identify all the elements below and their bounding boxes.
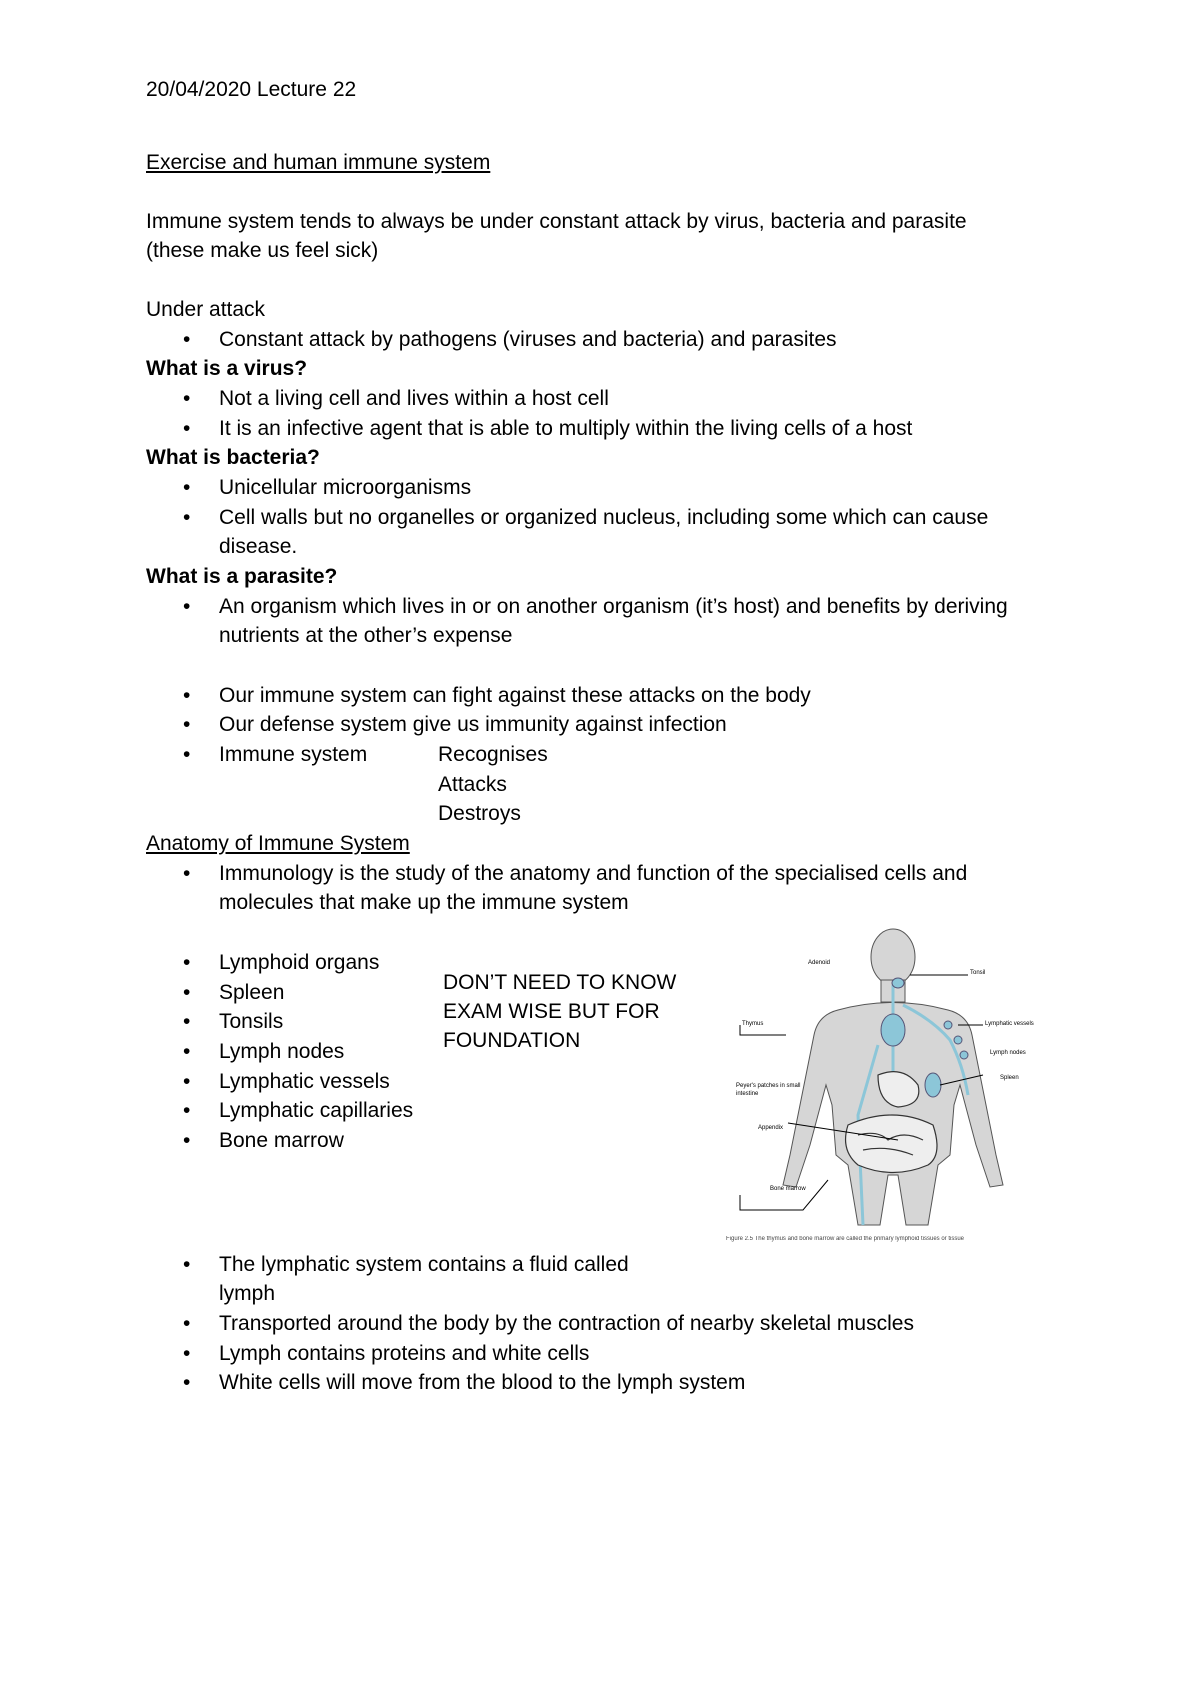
bullet: • bbox=[183, 862, 191, 885]
organ-item: Lymphoid organs bbox=[219, 951, 380, 974]
exam-note-line: DON’T NEED TO KNOW bbox=[443, 971, 677, 994]
bullet: • bbox=[183, 1371, 191, 1394]
document-title: Exercise and human immune system bbox=[146, 151, 491, 174]
figure-label-lymphatic-vessels: Lymphatic vessels bbox=[985, 1021, 1034, 1027]
figure-label-tonsil: Tonsil bbox=[970, 970, 986, 976]
exam-note bbox=[443, 968, 676, 1055]
under-attack-heading: Under attack bbox=[146, 298, 266, 321]
bacteria-heading: What is bacteria? bbox=[146, 446, 320, 469]
bullet: • bbox=[183, 1129, 191, 1152]
bullet-text: Our immune system can fight against these attacks on the body bbox=[219, 684, 811, 707]
date-line: 20/04/2020 Lecture 22 bbox=[146, 78, 357, 101]
organ-item: Spleen bbox=[219, 981, 285, 1004]
bullet: • bbox=[183, 1010, 191, 1033]
figure-label-appendix: Appendix bbox=[758, 1125, 784, 1131]
bullet: • bbox=[183, 1099, 191, 1122]
bullet-text: Unicellular microorganisms bbox=[219, 476, 472, 499]
bullet-text: Constant attack by pathogens (viruses and bacteria) and parasites bbox=[219, 328, 837, 351]
bullet: • bbox=[183, 1253, 191, 1276]
bullet-text: White cells will move from the blood to the lymph system bbox=[219, 1371, 746, 1394]
intro-line-2: (these make us feel sick) bbox=[146, 239, 379, 262]
exam-note-line: EXAM WISE BUT FOR bbox=[443, 1000, 660, 1023]
bullet: • bbox=[183, 387, 191, 410]
anatomy-heading: Anatomy of Immune System bbox=[146, 832, 410, 855]
bullet-text: The lymphatic system contains a fluid called bbox=[219, 1253, 629, 1276]
bullet-text: Transported around the body by the contraction of nearby skeletal muscles bbox=[219, 1312, 914, 1335]
bullet: • bbox=[183, 951, 191, 974]
bullet: • bbox=[183, 328, 191, 351]
bullet: • bbox=[183, 506, 191, 529]
bullet: • bbox=[183, 1040, 191, 1063]
bullet-text: Immune system bbox=[219, 743, 368, 766]
bullet-text: An organism which lives in or on another organism (it’s host) and benefits by deriving bbox=[219, 595, 1008, 618]
bullet-text-continued: molecules that make up the immune system bbox=[219, 891, 629, 914]
bullet: • bbox=[183, 1312, 191, 1335]
organ-item: Lymphatic vessels bbox=[219, 1070, 390, 1093]
immune-action: Destroys bbox=[438, 802, 521, 825]
bullet: • bbox=[183, 1342, 191, 1365]
figure-label-thymus: Thymus bbox=[742, 1021, 764, 1027]
bullet: • bbox=[183, 595, 191, 618]
figure-label-lymph-nodes: Lymph nodes bbox=[990, 1050, 1026, 1056]
bullet: • bbox=[183, 417, 191, 440]
organ-item: Lymphatic capillaries bbox=[219, 1099, 414, 1122]
exam-note-line: FOUNDATION bbox=[443, 1029, 581, 1052]
figure-label-adenoid: Adenoid bbox=[808, 960, 831, 966]
bullet-text: Immunology is the study of the anatomy and function of the specialised cells and bbox=[219, 862, 968, 885]
bullet: • bbox=[183, 713, 191, 736]
figure-label-peyers-patches: Peyer's patches in small intestine bbox=[736, 1083, 801, 1097]
figure-label-spleen: Spleen bbox=[1000, 1075, 1019, 1081]
organ-item: Lymph nodes bbox=[219, 1040, 345, 1063]
bullet: • bbox=[183, 684, 191, 707]
bullet: • bbox=[183, 476, 191, 499]
organ-item: Bone marrow bbox=[219, 1129, 344, 1152]
bullet-text-continued: disease. bbox=[219, 535, 298, 558]
bullet: • bbox=[183, 981, 191, 1004]
intro-line-1: Immune system tends to always be under constant attack by virus, bacteria and parasite bbox=[146, 210, 967, 233]
figure-caption: Figure 2.5 The thymus and bone marrow are called the primary lymphoid tissues or tissue bbox=[726, 1236, 964, 1242]
bullet: • bbox=[183, 743, 191, 766]
bullet: • bbox=[183, 1070, 191, 1093]
bullet-text: Lymph contains proteins and white cells bbox=[219, 1342, 590, 1365]
bullet-text-continued: nutrients at the other’s expense bbox=[219, 624, 513, 647]
bullet-text: Not a living cell and lives within a host cell bbox=[219, 387, 609, 410]
bullet-text: Cell walls but no organelles or organized nucleus, including some which can cause bbox=[219, 506, 989, 529]
virus-heading: What is a virus? bbox=[146, 357, 308, 380]
immune-action: Attacks bbox=[438, 773, 507, 796]
figure-label-bone-marrow: Bone marrow bbox=[770, 1186, 806, 1192]
organ-item: Tonsils bbox=[219, 1010, 284, 1033]
parasite-heading: What is a parasite? bbox=[146, 565, 338, 588]
bullet-text: Our defense system give us immunity against infection bbox=[219, 713, 727, 736]
bullet-text: It is an infective agent that is able to multiply within the living cells of a host bbox=[219, 417, 913, 440]
bullet-text-continued: lymph bbox=[219, 1282, 276, 1305]
immune-action: Recognises bbox=[438, 743, 548, 766]
